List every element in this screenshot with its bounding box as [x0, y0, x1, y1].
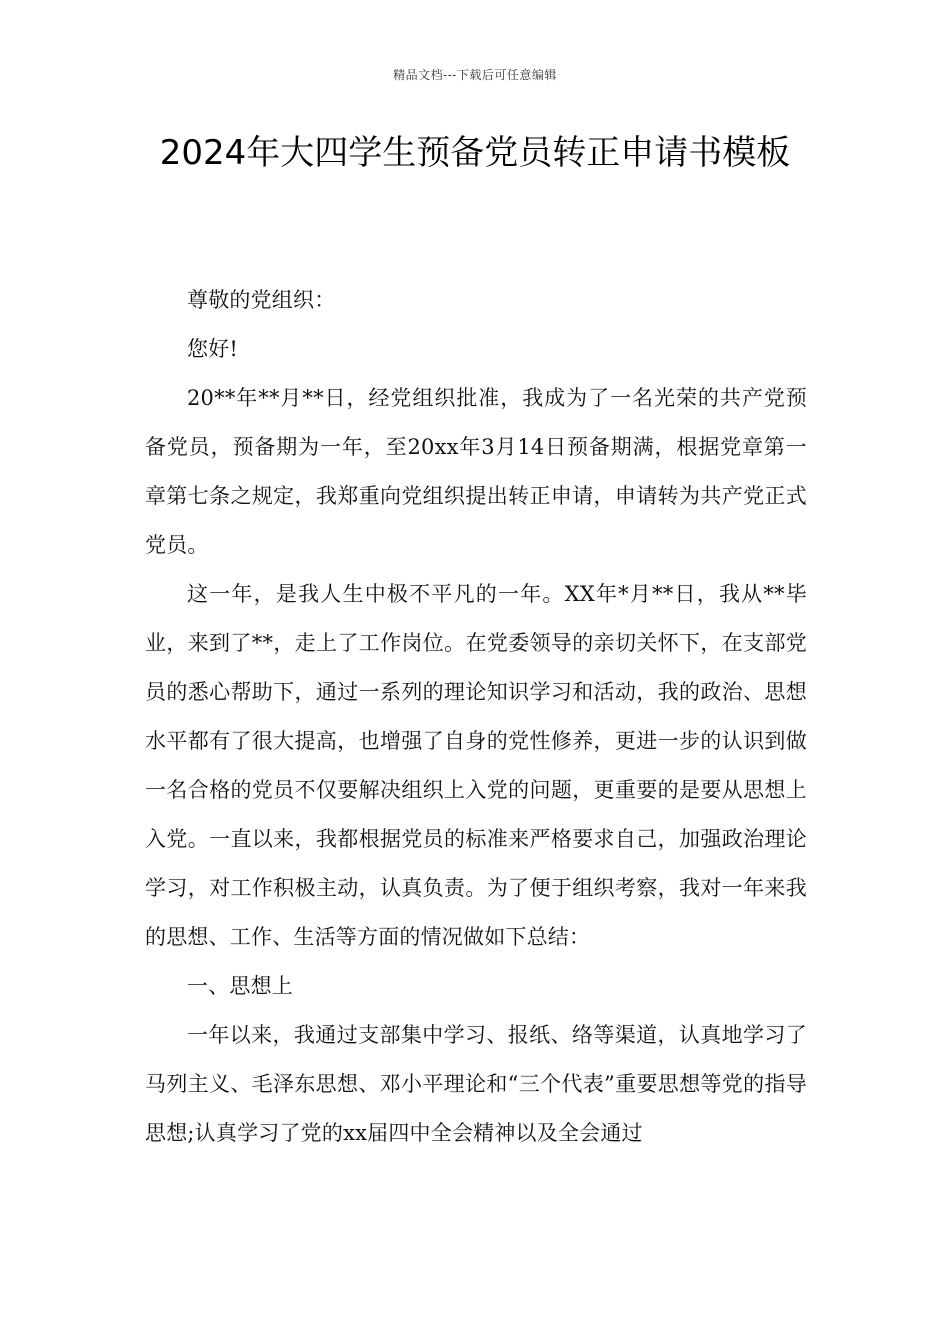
section-heading-thought: 一、思想上 — [187, 974, 293, 998]
paragraph-summary: 这一年，是我人生中极不平凡的一年。XX年*月**日，我从**毕业，来到了**，走上了工作岗位。在党委领导的亲切关怀下，在支部党员的悉心帮助下，通过一系列的理论知识学习和活动，我的政治、思想水平都有了很大提高，也增强了自身的党性修养，更进一步的认识到做一名合格的党员不仅要解决组织上入党的问题，更重要的是要从思想上入党。一直以来，我都根据党员的标准来严格要求自己，加强政治理论学习，对工作积极主动，认真负责。为了便于组织考察，我对一年来我的思想、工作、生活等方面的情况做如下总结： — [145, 582, 807, 949]
document-body — [145, 276, 807, 1158]
salutation: 尊敬的党组织： — [187, 288, 336, 312]
document-title: 2024年大四学生预备党员转正申请书模板 — [159, 133, 791, 173]
greeting: 您好! — [187, 337, 239, 361]
header-note: 精品文档---下载后可任意编辑 — [393, 68, 557, 82]
paragraph-intro: 20**年**月**日，经党组织批准，我成为了一名光荣的共产党预备党员，预备期为一年，至20xx年3月14日预备期满，根据党章第一章第七条之规定，我郑重向党组织提出转正申请，申请转为共产党正式党员。 — [145, 386, 807, 557]
paragraph-thought: 一年以来，我通过支部集中学习、报纸、络等渠道，认真地学习了马列主义、毛泽东思想、邓小平理论和“三个代表”重要思想等党的指导思想;认真学习了党的xx届四中全会精神以及全会通过 — [145, 1023, 807, 1145]
